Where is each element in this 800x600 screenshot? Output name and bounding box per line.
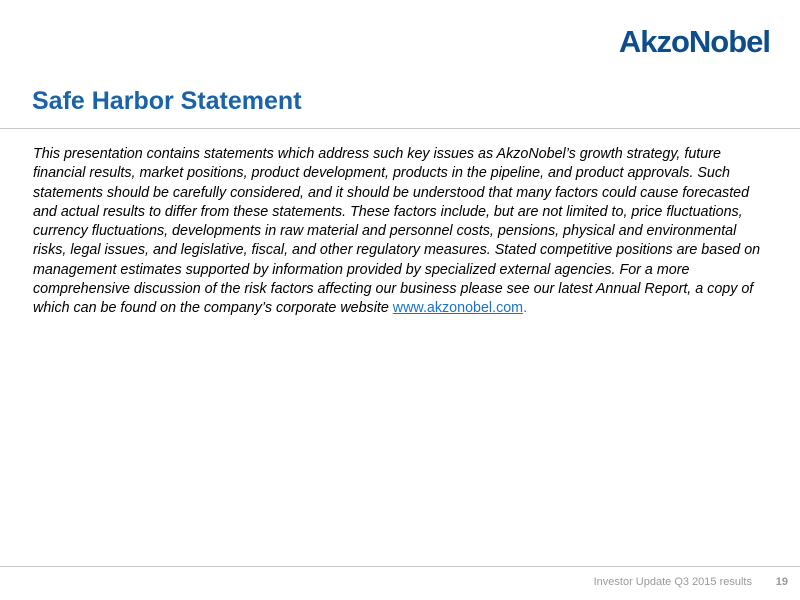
page-number: 19	[775, 576, 788, 588]
safe-harbor-text	[33, 145, 773, 319]
page-title: Safe Harbor Statement	[32, 87, 302, 115]
safe-harbor-body: This presentation contains statements which address such key issues as AkzoNobel’s growth strategy, future financial results, market positions, product development, products in the pipeline, and product approvals. Such statements should be carefully considered, and it should be understood that many factors could cause forecasted and actual results to differ from these statements. These factors include, but are not limited to, price fluctuations, currency fluctuations, developments in raw material and personnel costs, pensions, physical and environmental risks, legal issues, and legislative, fiscal, and other regulatory measures. Stated competitive positions are based on management estimates supported by information provided by specialized external agencies. For a more comprehensive discussion of the risk factors affecting our business please see our latest Annual Report, a copy of which can be found on the company’s corporate website	[33, 146, 761, 317]
body-end: .	[523, 300, 528, 317]
akzonobel-logo: AkzoNobel	[618, 24, 770, 59]
title-divider	[0, 128, 800, 129]
footer-title: Investor Update Q3 2015 results	[593, 576, 752, 588]
website-link[interactable]: www.akzonobel.com	[392, 300, 524, 317]
footer-divider	[0, 566, 800, 567]
